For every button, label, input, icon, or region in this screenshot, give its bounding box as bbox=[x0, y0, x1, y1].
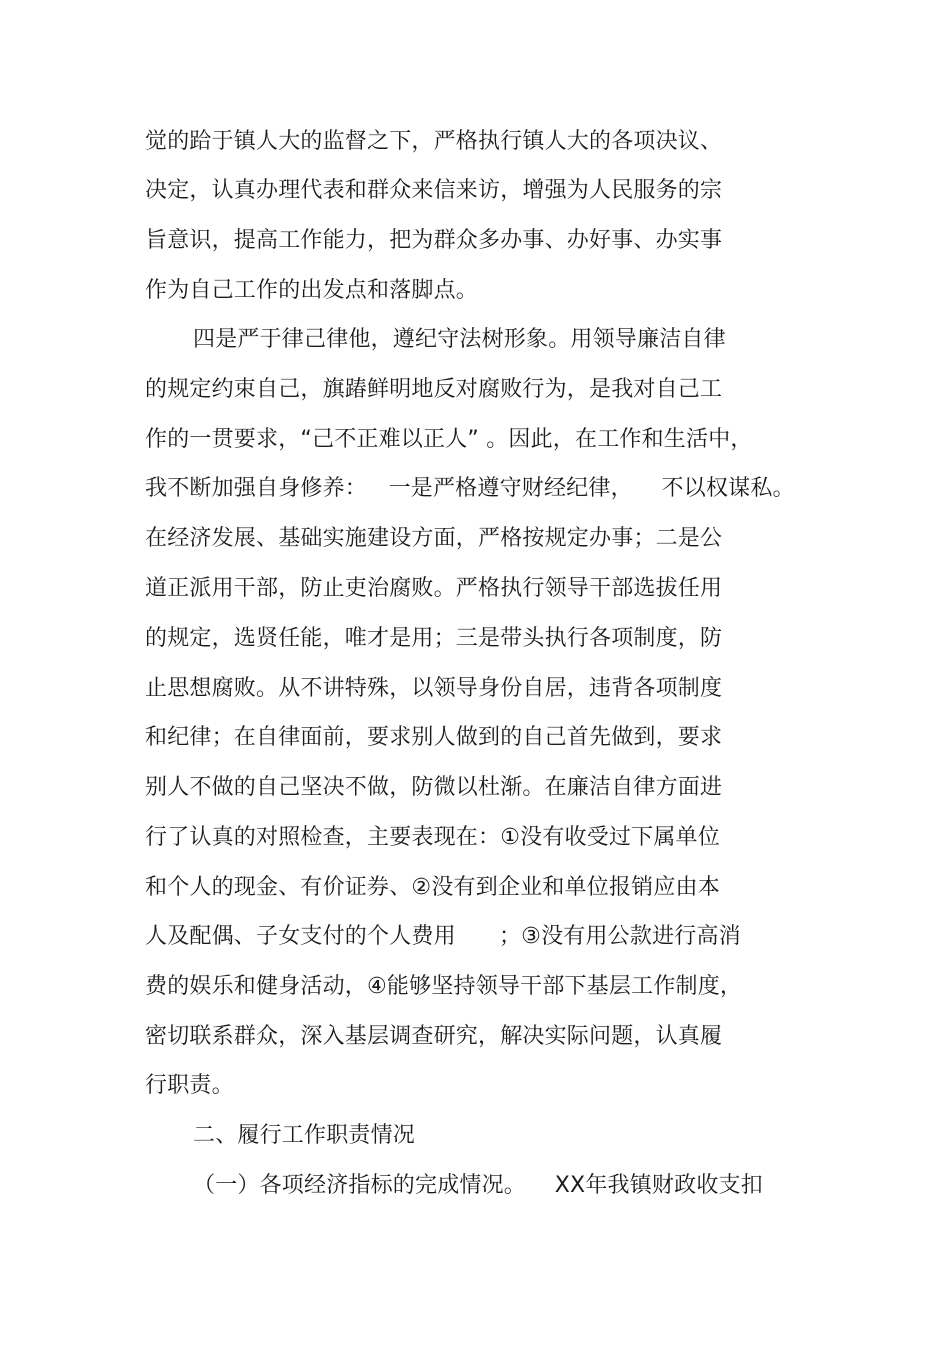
paragraph-line: 密切联系群众，深入基层调查研究，解决实际问题，认真履 bbox=[145, 1024, 723, 1049]
paragraph-line: 人及配偶、子女支付的个人费用 ；③没有用公款进行高消 bbox=[145, 924, 741, 949]
paragraph-line: 和纪律；在自律面前，要求别人做到的自己首先做到，要求 bbox=[145, 725, 723, 750]
section-heading: 二、履行工作职责情况 bbox=[193, 1123, 416, 1148]
paragraph-line: 作的一贯要求，“己不正难以正人” 。因此，在工作和生活中， bbox=[145, 427, 753, 452]
paragraph-line: 道正派用干部，防止吏治腐败。严格执行领导干部选拔任用 bbox=[145, 576, 723, 601]
paragraph-line: 四是严于律己律他，遵纪守法树形象。用领导廉洁自律 bbox=[193, 327, 726, 352]
paragraph-line: 在经济发展、基础实施建设方面，严格按规定办事；二是公 bbox=[145, 526, 723, 551]
paragraph-line: 行了认真的对照检查，主要表现在：①没有收受过下属单位 bbox=[145, 825, 720, 850]
paragraph-line: 作为自己工作的出发点和落脚点。 bbox=[145, 278, 479, 303]
paragraph-line: 旨意识，提高工作能力，把为群众多办事、办好事、办实事 bbox=[145, 228, 723, 253]
paragraph-line: 的规定约束自己，旗踳鲜明地反对腐败行为，是我对自己工 bbox=[145, 377, 723, 402]
paragraph-line: 别人不做的自己坚决不做，防微以杜渐。在廉洁自律方面进 bbox=[145, 775, 723, 800]
paragraph-line: 和个人的现金、有价证券、②没有到企业和单位报销应由本 bbox=[145, 875, 720, 900]
paragraph-line: 的规定，选贤任能，唯才是用；三是带头执行各项制度，防 bbox=[145, 626, 723, 651]
paragraph-line: 止思想腐败。从不讲特殊，以领导身份自居，违背各项制度 bbox=[145, 676, 723, 701]
paragraph-line: 觉的跲于镇人大的监督之下，严格执行镇人大的各项决议、 bbox=[145, 129, 723, 154]
paragraph-line: 我不断加强自身修养： 一是严格遵守财经纪律， 不以权谋私。 bbox=[145, 476, 795, 501]
paragraph-line: 费的娱乐和健身活动，④能够坚持领导干部下基层工作制度， bbox=[145, 974, 743, 999]
paragraph-line: 决定，认真办理代表和群众来信来访，增强为人民服务的宗 bbox=[145, 178, 723, 203]
subsection-line: （一）各项经济指标的完成情况。 XX年我镇财政收支扣 bbox=[193, 1173, 763, 1198]
paragraph-line: 行职责。 bbox=[145, 1073, 234, 1098]
